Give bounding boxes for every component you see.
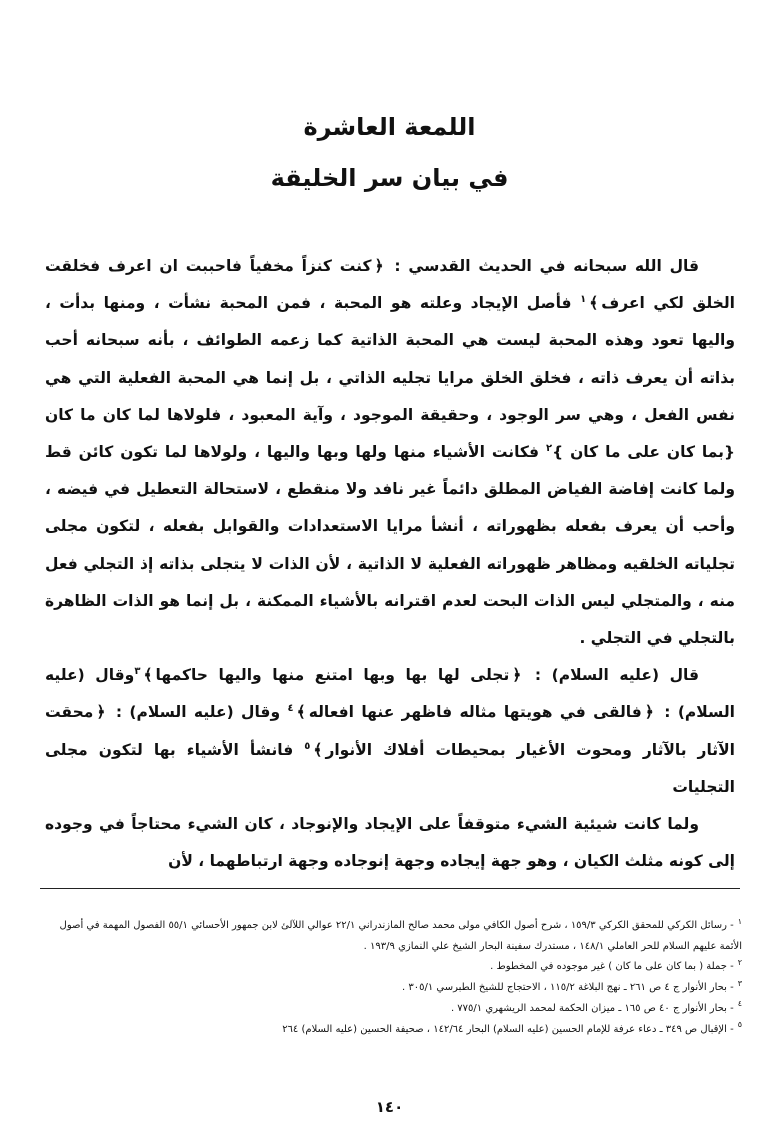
footnote-text: - الإقبال ص ٣٤٩ ـ دعاء عرفة للإمام الحسين (عليه السلام) البحار ١٤٢/٦٤ ، صحيفة الحسين (عليه السلام) ٢٦٤ xyxy=(282,1023,734,1035)
footnote-marker-3[interactable]: ٣ xyxy=(134,666,141,678)
footnote-number: ٤ xyxy=(737,999,742,1009)
hadith-quote-2: تجلى لها بها وبها امتنع منها واليها حاكمها xyxy=(155,666,510,685)
footnote-number: ٣ xyxy=(737,978,742,988)
footnote-marker-2[interactable]: ٢ xyxy=(546,442,553,454)
footnote-text: - بحار الأنوار ج ٤٠ ص ١٦٥ ـ ميزان الحكمة لمحمد الريشهري ٧٧٥/١ . xyxy=(450,1002,734,1014)
footnote-text: - جملة ( بما كان على ما كان ) غير موجوده في المخطوط . xyxy=(490,961,734,973)
footnote-3 xyxy=(40,978,742,999)
paragraph-1-intro: قال الله سبحانه في الحديث القدسي : xyxy=(394,257,699,275)
footnote-marker-4[interactable]: ٤ xyxy=(287,703,294,715)
paragraph-2-connector-1: وقال (عليه السلام) : xyxy=(45,666,735,722)
paragraph-2-intro: قال (عليه السلام) : xyxy=(534,666,699,685)
hadith-quote-3: فالقى في هويتها مثاله فاظهر عنها افعاله xyxy=(308,703,642,722)
ornate-open-bracket-icon: ﴿ xyxy=(374,257,384,275)
ornate-open-bracket-icon: ﴿ xyxy=(96,703,106,722)
ornate-close-bracket-icon: ﴾ xyxy=(143,666,153,685)
ornate-close-bracket-icon: ﴾ xyxy=(296,703,306,722)
hadith-quote-1: كنت كنزاً مخفياً فاحببت ان اعرف فخلقت الخلق لكي اعرف xyxy=(45,257,735,313)
footnote-1 xyxy=(40,916,742,957)
chapter-subtitle: في بيان سر الخليقة xyxy=(270,164,509,192)
footnote-number: ٥ xyxy=(737,1020,742,1030)
paragraph-2-connector-2: وقال (عليه السلام) : xyxy=(115,703,281,722)
footnote-5 xyxy=(40,1020,742,1041)
footnote-marker-5[interactable]: ٥ xyxy=(304,740,311,752)
paragraph-3: ولما كانت شيئية الشيء متوقفاً على الإيجاد والإنوجاد ، كان الشيء محتاجاً في وجوده إلى كونه مثلث الكيان ، وهو جهة إيجاده وجهة إنوجاده وجهة ارتباطهما ، لأن xyxy=(45,815,735,871)
footnote-number: ٢ xyxy=(737,958,742,968)
ornate-open-bracket-icon: ﴿ xyxy=(644,703,654,722)
hadith-quote-4: محقت الآثار بالآثار ومحوت الأغيار بمحيطات أفلاك الأنوار xyxy=(45,703,735,759)
footnote-2 xyxy=(40,957,742,978)
paragraph-2 xyxy=(45,657,735,806)
paragraph-1 xyxy=(45,248,735,657)
footnote-4 xyxy=(40,999,742,1020)
page-number: ١٤٠ xyxy=(375,1098,404,1116)
paragraph-2-end: فانشأ الأشياء بها لتكون مجلى التجليات xyxy=(45,740,735,796)
footnotes xyxy=(40,916,742,1040)
ornate-close-bracket-icon: ﴾ xyxy=(589,294,599,313)
ornate-open-bracket-icon: ﴿ xyxy=(512,666,522,685)
paragraph-1-body: فأصل الإيجاد وعلته هو المحبة ، فمن المحبة نشأت ، ومنها بدأت ، واليها تعود وهذه المحبة ليست هي المحبة الذاتية كما زعمه الطوائف ، بأنه سبحانه أحب بذاته أن يعرف ذاته ، فخلق الخلق مرايا تجليه الذاتي ، بل إنما هي المحبة الفعلية التي هي نفس الفعل ، وهي سر الوجود ، وحقيقة الموجود ، وآية المعبود ، فلولاها لما كان ما كان {بما كان على ما كان } xyxy=(45,294,735,462)
footnote-divider xyxy=(40,888,740,889)
footnote-text: - رسائل الكركي للمحقق الكركي ١٥٩/٣ ، شرح أصول الكافي مولى محمد صالح المازندراني ٢٢/١ عوالي اللآلئ لابن جمهور الأحسائي ٥٥/١ الفصول المهمة في أصول الأئمة عليهم السلام للحر العاملي ١٤٨/١ ، مستدرك سفينة البحار الشيخ علي النمازي ١٩٣/٩ . xyxy=(59,920,742,952)
chapter-title: اللمعة العاشرة xyxy=(303,113,476,141)
ornate-close-bracket-icon: ﴾ xyxy=(313,740,323,759)
footnote-marker-1[interactable]: ١ xyxy=(580,294,587,306)
footnote-number: ١ xyxy=(737,916,742,926)
footnote-text: - بحار الأنوار ج ٤ ص ٢٦١ ـ نهج البلاغة ١١٥/٢ ، الاحتجاج للشيخ الطبرسي ٣٠٥/١ . xyxy=(402,982,734,994)
paragraph-1-end: فكانت الأشياء منها ولها وبها واليها ، ولولاها لما تكون كائن قط ولما كانت إفاضة الفياض المطلق دائماً غير نافد ولا منقطع ، لاستحالة التعطيل في فيضه ، وأحب أن يعرف بفعله بظهوراته ، أنشأ مرايا الاستعدادات والقوابل بفعله ، لتكون مجلى تجلياته الخلقيه ومظاهر ظهوراته الفعلية لا الذاتية ، لأن الذات لا يتجلى بذاته إذ التجلي فعل منه ، والمتجلي ليس الذات البحت لعدم اقترانه بالأشياء الممكنة ، بل إنما هو الذات الظاهرة بالتجلي في التجلي . xyxy=(45,443,735,648)
main-text xyxy=(45,248,735,880)
